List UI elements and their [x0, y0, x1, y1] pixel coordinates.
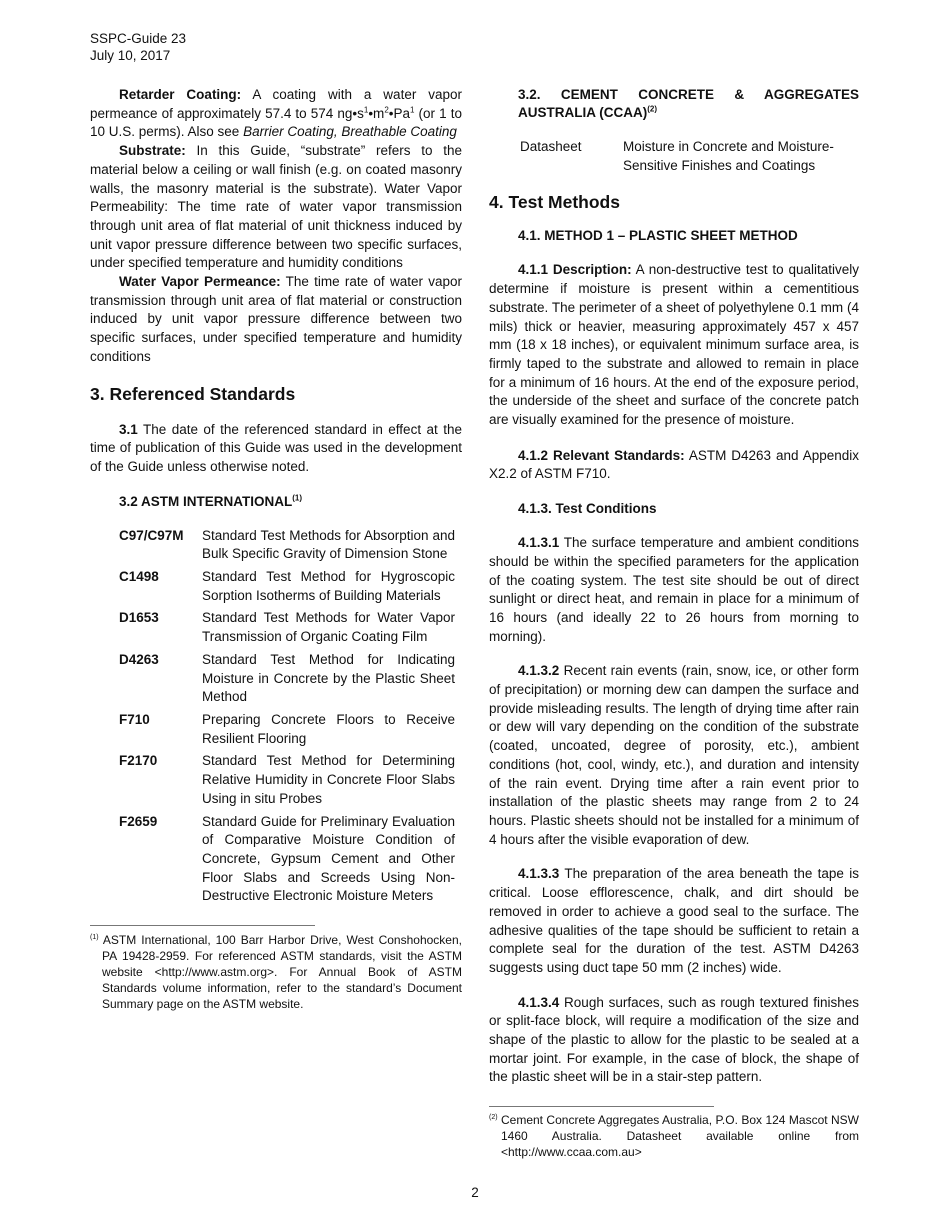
astm-standards-table [119, 527, 455, 910]
superscript: 1 [410, 105, 415, 115]
document-date: July 10, 2017 [90, 48, 171, 63]
paragraph-text: The date of the referenced standard in effect at the time of publication of this Guide was used in the development of the Guide unless otherwise noted. [90, 421, 462, 474]
ccaa-datasheet-label: Datasheet [520, 139, 582, 154]
paragraph-4-1-1 [489, 261, 859, 429]
definition-text: The time rate of water vapor transmission through unit area of flat material or construction induced by unit vapor pressure difference between two specific surfaces, under specified temperature and humidity conditions [90, 274, 462, 364]
footnote-1 [90, 932, 462, 1012]
paragraph-number: 4.1.3.1 [518, 535, 560, 551]
paragraph-number: 4.1.3.4 [518, 994, 560, 1010]
standard-title: Preparing Concrete Floors to Receive Resilient Flooring [202, 711, 455, 746]
standard-code: C97/C97M [119, 527, 184, 543]
footnote-mark: (1) [90, 934, 99, 942]
right-column [489, 86, 859, 1160]
document-id: SSPC-Guide 23 [90, 31, 187, 46]
ccaa-datasheet-title: Moisture in Concrete and Moisture-Sensitive Finishes and Coatings [623, 139, 834, 173]
paragraph-4-1-3-1 [489, 534, 859, 646]
term-substrate: Substrate: [119, 143, 186, 159]
footnote-text: Cement Concrete Aggregates Australia, P.O. Box 124 Mascot NSW 1460 Australia. Datasheet available online from <http://www.ccaa.com.au> [497, 1113, 859, 1160]
standard-row [119, 568, 455, 609]
astm-heading-text: 3.2 ASTM INTERNATIONAL [119, 493, 293, 509]
standard-code: D4263 [119, 651, 159, 667]
paragraph-4-1-3-3 [489, 865, 859, 977]
test-conditions-heading: 4.1.3. Test Conditions [518, 501, 657, 517]
standard-code: D1653 [119, 610, 159, 626]
method-1-heading: 4.1. METHOD 1 – PLASTIC SHEET METHOD [518, 228, 798, 244]
term-retarder-coating: Retarder Coating: [119, 87, 242, 102]
definition-retarder-coating [90, 86, 462, 142]
paragraph-text: Recent rain events (rain, snow, ice, or other form of precipitation) or morning dew can dampen the surface and provide misleading results. The length of drying time after rain or dew will vary depending on the condition of the substrate (coated, uncoated, degree of porosity, etc.), ambient conditions (hot, cool, windy, etc.), and duration and intensity of the rain event. Drying time after a rain event prior to installation of the plastic sheets may range from 2 to 24 hours. Plastic sheets should not be installed for a minimum of 4 hours after the visible evaporation of dew. [489, 663, 859, 847]
standard-title: Standard Test Method for Hygroscopic Sorption Isotherms of Building Materials [202, 569, 455, 603]
definition-water-vapor-permeance [90, 273, 462, 367]
paragraph-number: 4.1.2 Relevant Standards: [518, 447, 685, 463]
standard-row [119, 752, 455, 812]
standard-row [119, 711, 455, 752]
standard-row [119, 609, 455, 650]
footnote-2 [489, 1112, 859, 1160]
page-number: 2 [471, 1185, 479, 1200]
standard-code: F710 [119, 711, 150, 727]
paragraph-text: A non-destructive test to qualitatively determine if moisture is present within a cementitious substrate. The perimeter of a sheet of polyethylene 0.1 mm (4 mils) thick or heavier, measuring approximately 457 x 457 mm (18 x 18 inches), or equivalent minimum surface area, is firmly taped to the substrate and allowed to remain in place for a minimum of 16 hours. At the end of the exposure period, the underside of the sheet and surface of the concrete patch are visually examined for the presence of moisture. [489, 262, 859, 428]
superscript: 2 [384, 105, 389, 115]
standard-code: F2659 [119, 813, 158, 829]
definition-text: A coating with a water vapor permeance of approximately 57.4 to 574 ng•s [90, 87, 462, 121]
footnote-divider [489, 1106, 714, 1107]
paragraph-number: 4.1.3.2 [518, 663, 560, 679]
standard-title: Standard Test Method for Determining Relative Humidity in Concrete Floor Slabs Using in situ Probes [202, 753, 455, 806]
see-also-reference: Barrier Coating, Breathable Coating [243, 124, 457, 140]
standard-title: Standard Test Methods for Water Vapor Transmission of Organic Coating Film [202, 610, 455, 645]
section-4-title: 4. Test Methods [489, 192, 620, 213]
standard-title: Standard Test Method for Indicating Moisture in Concrete by the Plastic Sheet Method [202, 651, 455, 705]
definition-substrate [90, 142, 462, 273]
ccaa-datasheet-row [520, 138, 859, 175]
left-column [90, 86, 462, 1012]
paragraph-4-1-3-2 [489, 662, 859, 849]
footnote-text: ASTM International, 100 Barr Harbor Drive, West Conshohocken, PA 19428-2959. For referenced ASTM standards, visit the ASTM website <http://www.astm.org>. For Annual Book of ASTM Standards volume information, refer to the standard’s Document Summary page on the ASTM website. [98, 933, 462, 1012]
paragraph-4-1-2 [489, 447, 859, 484]
paragraph-text: Rough surfaces, such as rough textured finishes or split-face block, will require a modification of the size and shape of the plastic to allow for the plastic to be sealed at a mortar joint. For example, in the case of block, the shape of the plastic sheet will be in a stair-step pattern. [489, 994, 859, 1085]
paragraph-number: 4.1.1 Description: [518, 262, 632, 278]
astm-heading [90, 493, 462, 511]
term-water-vapor-permeance: Water Vapor Permeance: [119, 274, 281, 290]
ccaa-heading [489, 86, 859, 122]
standard-row [119, 651, 455, 711]
paragraph-number: 3.1 [119, 421, 138, 437]
definition-text: (or 1 to 10 U.S. perms). Also see [90, 105, 462, 140]
standard-code: C1498 [119, 569, 159, 585]
page-header [90, 30, 186, 64]
definition-text: •m [368, 105, 385, 121]
section-3-title: 3. Referenced Standards [90, 383, 296, 404]
standard-title: Standard Guide for Preliminary Evaluation of Comparative Moisture Condition of Concrete, Gypsum Cement and Other Floor Slabs and Screeds Using Non-Destructive Electronic Moisture Meters [202, 813, 455, 904]
standard-row [119, 813, 455, 911]
definition-text: •Pa [388, 105, 411, 121]
standard-title: Standard Test Methods for Absorption and Bulk Specific Gravity of Dimension Stone [202, 527, 455, 562]
footnote-mark: (2) [489, 1114, 498, 1122]
superscript: 1 [363, 105, 369, 115]
definition-text: In this Guide, “substrate” refers to the material below a ceiling or wall finish (e.g. on coated masonry walls, the masonry material is the substrate). Water Vapor Permeability: The time rate of water vapor transmission through unit area of flat material of unit thickness induced by unit vapor pressure difference between two specific surfaces, under specified temperature and humidity conditions [90, 143, 462, 271]
footnote-divider [90, 925, 315, 926]
paragraph-4-1-3-4 [489, 994, 859, 1088]
standard-code: F2170 [119, 753, 158, 769]
paragraph-text: ASTM D4263 and Appendix X2.2 of ASTM F710. [489, 447, 859, 482]
standard-row [119, 527, 455, 568]
paragraph-3-1 [90, 421, 462, 477]
paragraph-number: 4.1.3.3 [518, 866, 560, 882]
paragraph-text: The surface temperature and ambient conditions should be within the specified parameters for the application of the coating system. The test site should be out of direct sunlight or direct heat, and remain in place for a minimum of 16 hours (and ideally 22 to 26 hours from morning to morning). [489, 535, 859, 644]
ccaa-heading-text: 3.2. CEMENT CONCRETE & AGGREGATES AUSTRALIA (CCAA) [518, 87, 859, 120]
paragraph-text: The preparation of the area beneath the tape is critical. Loose efflorescence, chalk, and dirt should be removed in order to achieve a good seal to the surface. The adhesive qualities of the tape should be sufficient to retain a complete seal for the duration of the test. ASTM D4263 suggests using duct tape 50 mm (2 inches) wide. [489, 866, 859, 975]
footnote-mark: (1) [292, 493, 303, 503]
footnote-mark: (2) [647, 104, 658, 114]
